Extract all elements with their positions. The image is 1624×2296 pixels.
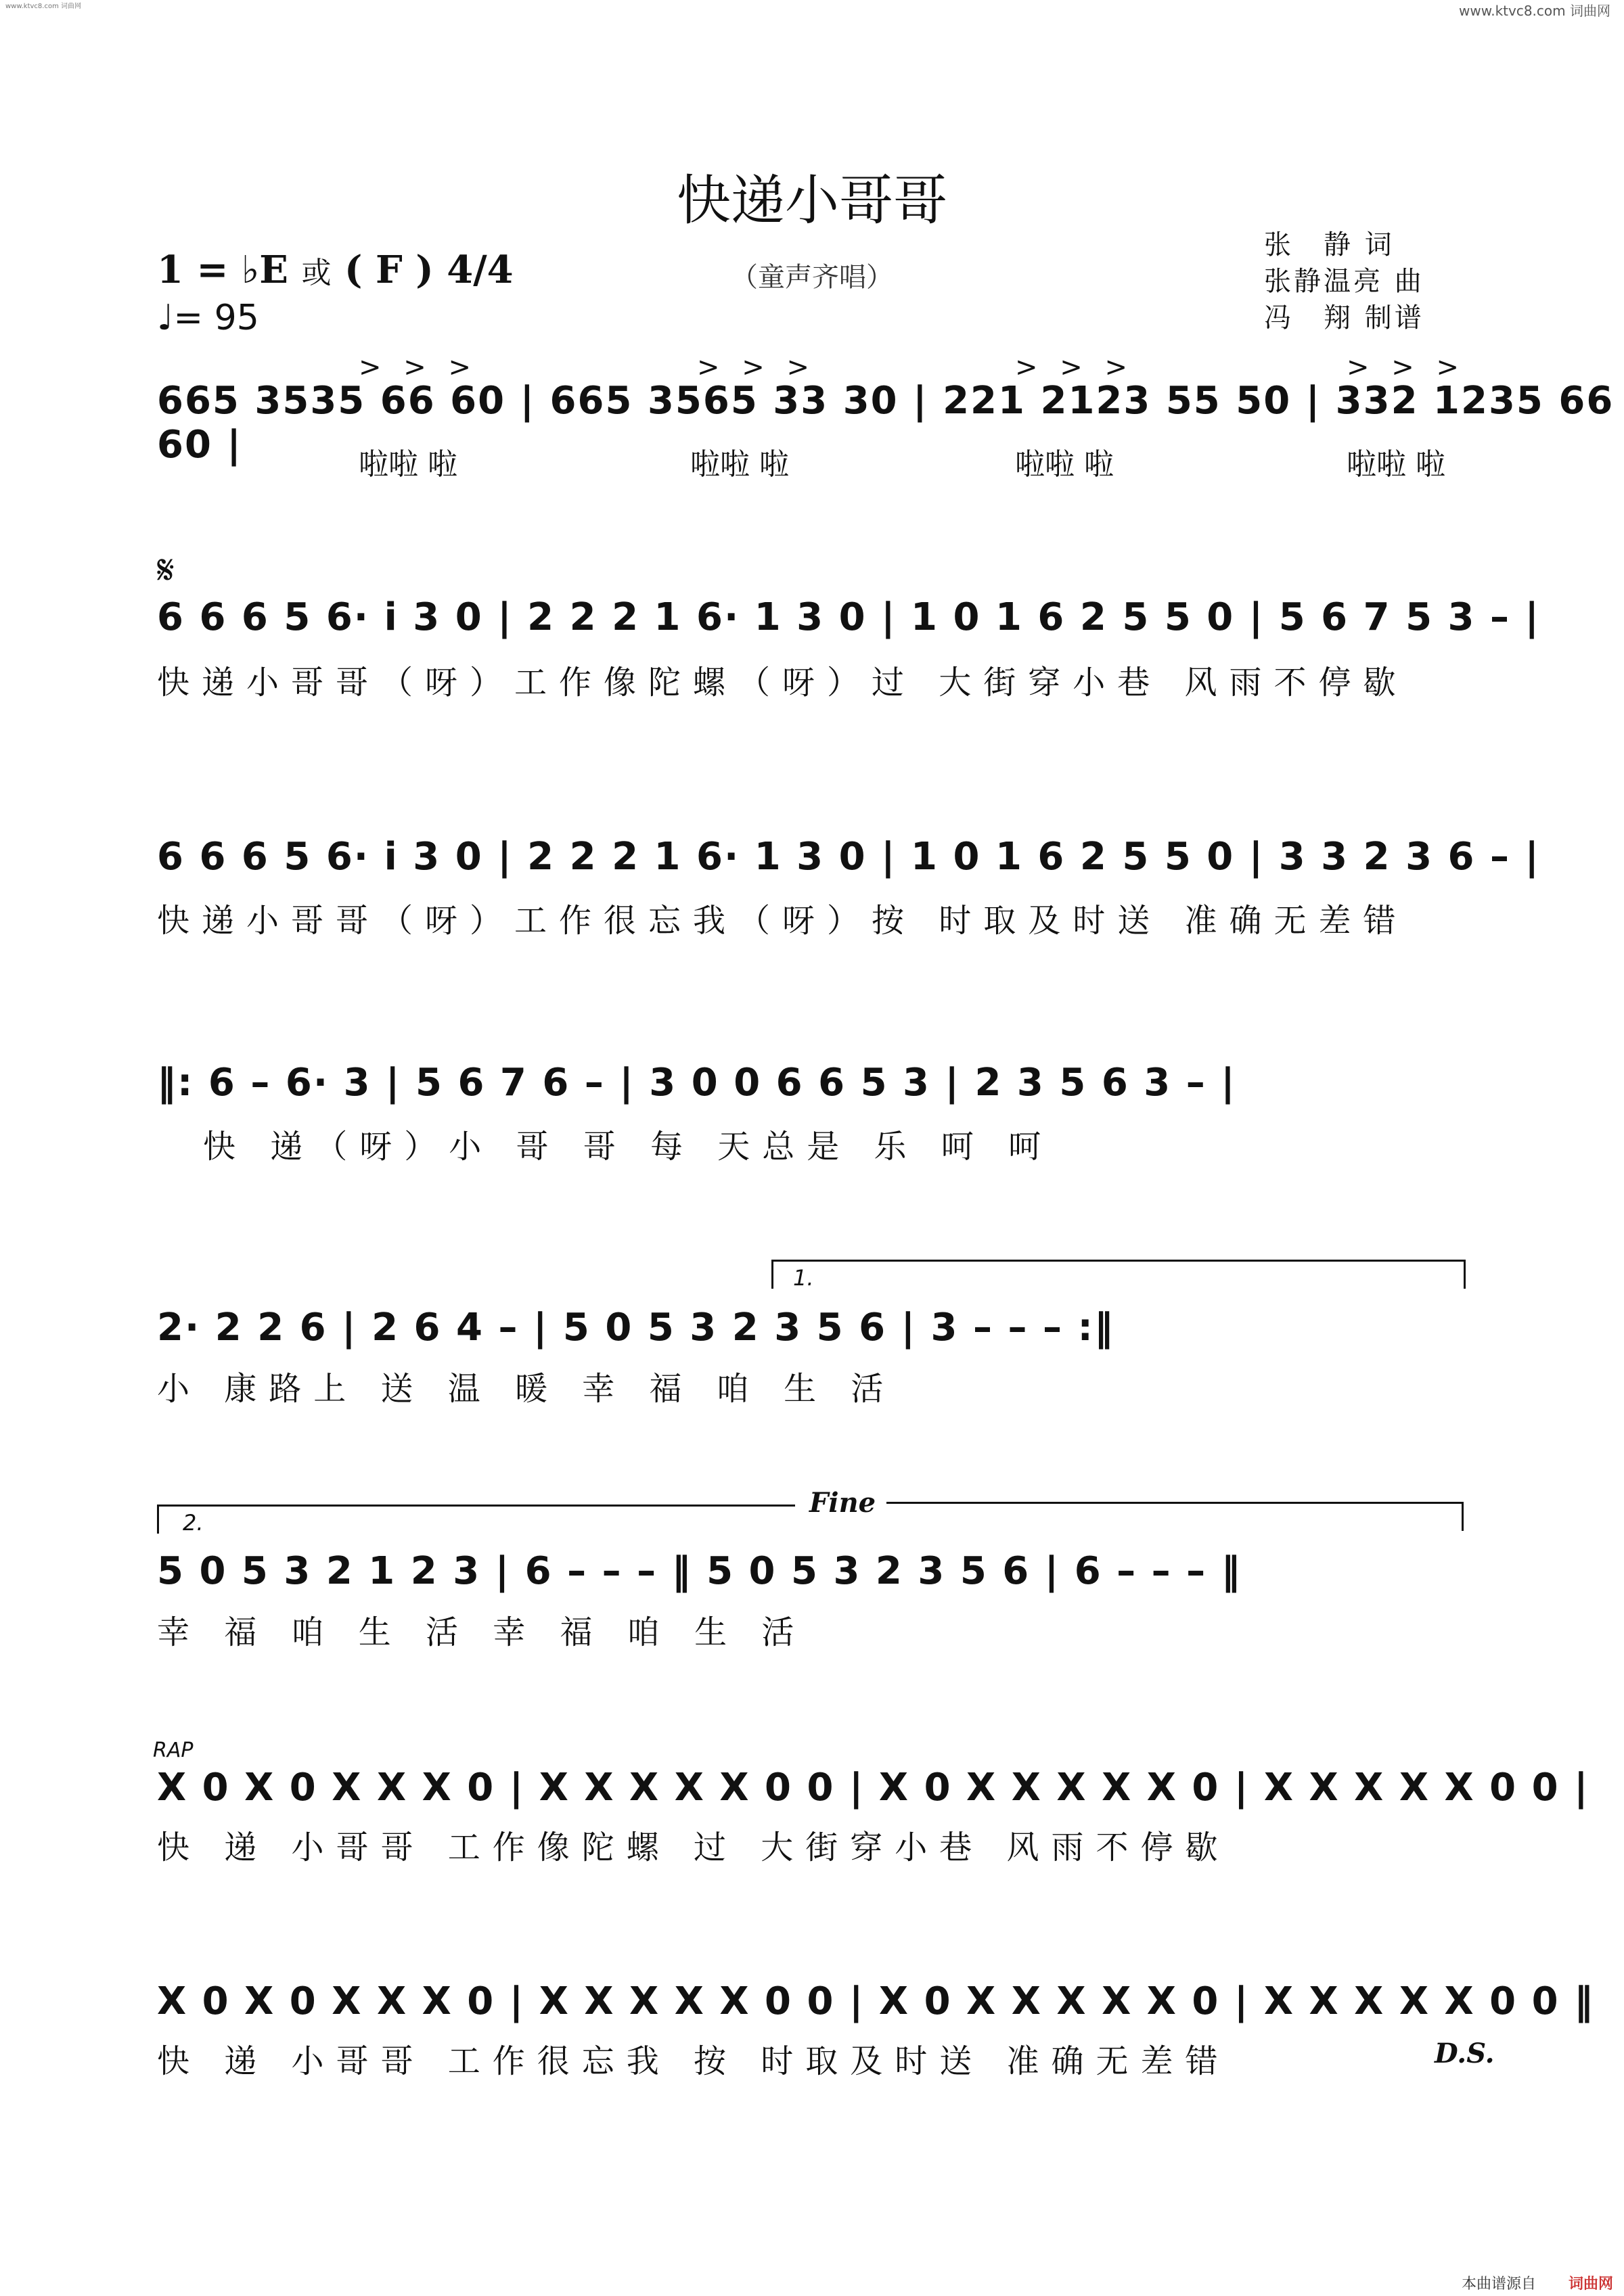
credit-transcriber: 冯 翔 制谱 bbox=[1264, 302, 1424, 334]
accent-marks: > > > bbox=[359, 352, 478, 383]
lyrics-line-2: 快递小哥哥（呀）工作像陀螺（呀）过 大街穿小巷 风雨不停歇 bbox=[157, 664, 1408, 702]
lyrics-line-6: 幸 福 咱 生 活 幸 福 咱 生 活 bbox=[157, 1613, 807, 1651]
fine-marking: Fine bbox=[809, 1487, 876, 1519]
lyrics-line-4: 快 递（呀）小 哥 哥 每 天总是 乐 呵 呵 bbox=[203, 1128, 1054, 1166]
key-signature bbox=[157, 248, 514, 292]
volta-bracket-2 bbox=[157, 1505, 795, 1534]
notation-line-2: 6 6 6 5 6· i 3 0 | 2 2 2 1 6· 1 3 0 | 1 0 1 6 2 5 5 0 | 5 6 7 5 3 – | bbox=[157, 595, 1540, 639]
fine-bracket bbox=[886, 1502, 1464, 1531]
footer-site: 词曲网 bbox=[1568, 2276, 1613, 2293]
tempo-marking: ♩= 95 bbox=[157, 298, 259, 338]
song-title: 快递小哥哥 bbox=[677, 169, 947, 232]
key-alt: ( F ) bbox=[344, 248, 434, 292]
rap-marking: RAP bbox=[153, 1739, 194, 1762]
credit-composer: 张静温亮 曲 bbox=[1264, 266, 1424, 297]
notation-line-8: X 0 X 0 X X X 0 | X X X X X 0 0 | X 0 X X X X X 0 | X X X X X 0 0 ‖ bbox=[157, 1979, 1595, 2023]
cheer-lyric: 啦啦 啦 bbox=[1015, 447, 1114, 482]
accent-marks: > > > bbox=[1347, 352, 1466, 383]
notation-line-7: X 0 X 0 X X X 0 | X X X X X 0 0 | X 0 X X X X X 0 | X X X X X 0 0 | bbox=[157, 1766, 1589, 1810]
footer-source: 本曲谱源自 bbox=[1461, 2276, 1536, 2293]
song-subtitle: （童声齐唱） bbox=[731, 262, 893, 293]
key-alt-word: 或 bbox=[301, 256, 332, 290]
segno-sign: 𝄋 bbox=[157, 547, 175, 594]
lyrics-line-3: 快递小哥哥（呀）工作很忘我（呀）按 时取及时送 准确无差错 bbox=[157, 902, 1408, 940]
source-url-right: www.ktvc8.com 词曲网 bbox=[1458, 3, 1610, 19]
lyrics-line-5: 小 康路上 送 温 暖 幸 福 咱 生 活 bbox=[157, 1370, 896, 1408]
notation-line-1: 665 3535 66 60 | 665 3565 33 30 | 221 2123 55 50 | 332 1235 66 60 | bbox=[157, 379, 1615, 467]
volta-label-1: 1. bbox=[793, 1265, 814, 1291]
key-main: 1 = ♭E bbox=[157, 248, 288, 292]
cheer-lyric: 啦啦 啦 bbox=[359, 447, 457, 482]
cheer-lyric: 啦啦 啦 bbox=[1347, 447, 1445, 482]
lyrics-line-8: 快 递 小哥哥 工作很忘我 按 时取及时送 准确无差错 bbox=[157, 2042, 1230, 2080]
source-url-left: www.ktvc8.com 词曲网 bbox=[5, 3, 82, 10]
volta-label-2: 2. bbox=[183, 1510, 204, 1536]
volta-bracket-1 bbox=[771, 1260, 1466, 1289]
accent-marks: > > > bbox=[1015, 352, 1134, 383]
notation-line-6: 5 0 5 3 2 1 2 3 | 6 – – – ‖ 5 0 5 3 2 3 5 6 | 6 – – – ‖ bbox=[157, 1549, 1242, 1593]
notation-line-5: 2· 2 2 6 | 2 6 4 – | 5 0 5 3 2 3 5 6 | 3 – – – :‖ bbox=[157, 1306, 1114, 1350]
notation-line-4: ‖: 6 – 6· 3 | 5 6 7 6 – | 3 0 0 6 6 5 3 | 2 3 5 6 3 – | bbox=[157, 1061, 1236, 1105]
time-signature: 4/4 bbox=[447, 248, 514, 292]
ds-marking: D.S. bbox=[1435, 2038, 1495, 2069]
cheer-lyric: 啦啦 啦 bbox=[690, 447, 789, 482]
lyrics-line-7: 快 递 小哥哥 工作像陀螺 过 大街穿小巷 风雨不停歇 bbox=[157, 1829, 1230, 1866]
notation-line-3: 6 6 6 5 6· i 3 0 | 2 2 2 1 6· 1 3 0 | 1 0 1 6 2 5 5 0 | 3 3 2 3 6 – | bbox=[157, 835, 1540, 879]
accent-marks: > > > bbox=[697, 352, 816, 383]
credit-lyricist: 张 静 词 bbox=[1264, 229, 1395, 260]
